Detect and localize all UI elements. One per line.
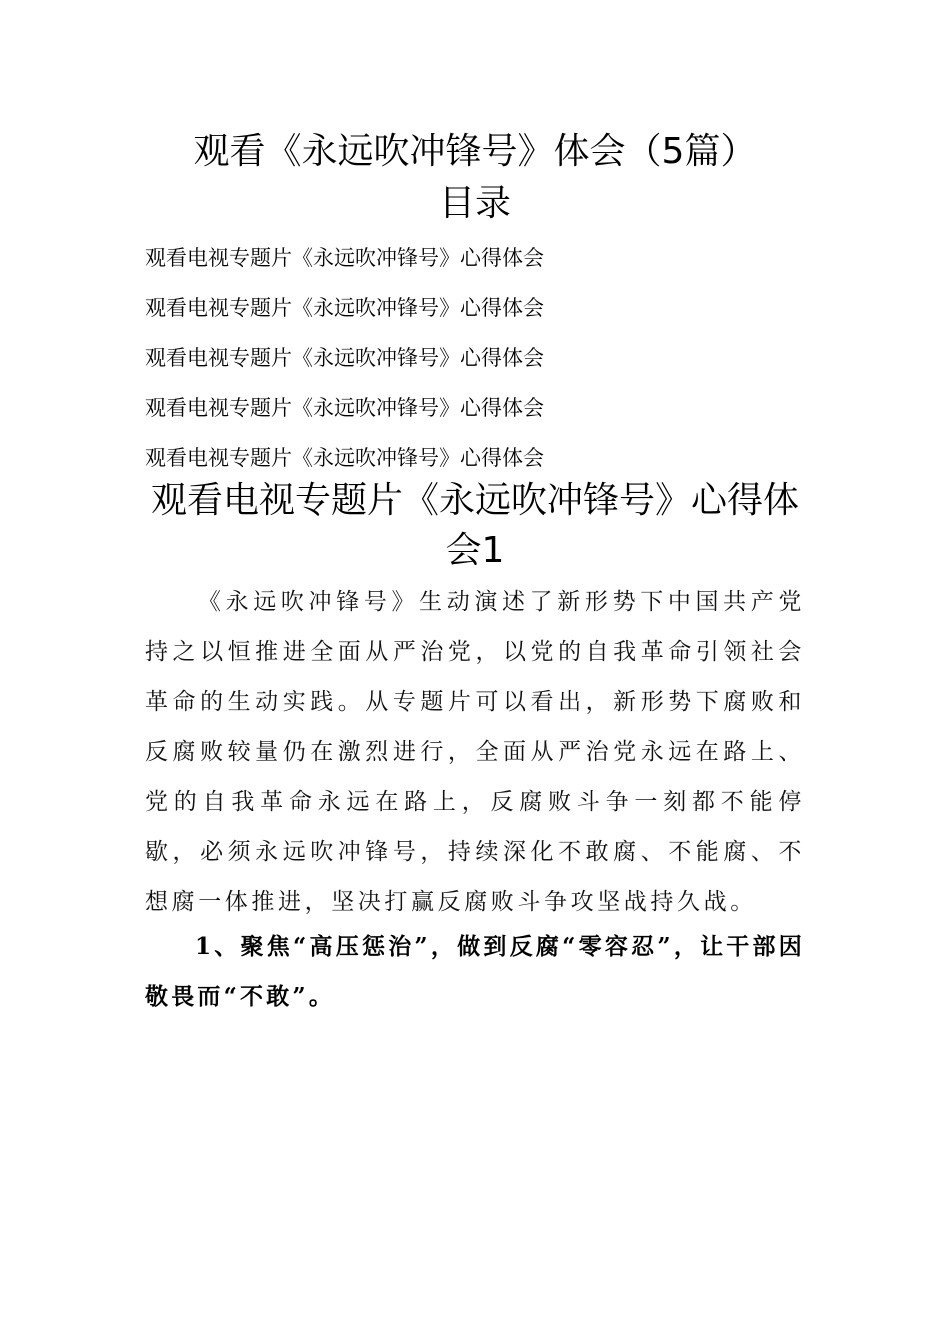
section-title: 观看电视专题片《永远吹冲锋号》心得体会1 — [150, 480, 799, 571]
body-paragraph: 《永远吹冲锋号》生动演述了新形势下中国共产党持之以恒推进全面从严治党，以党的自我革命引领社会革命的生动实践。从专题片可以看出，新形势下腐败和反腐败较量仍在激烈进行，全面从严治党永远在路上、党的自我革命永远在路上，反腐败斗争一刻都不能停歇，必须永远吹冲锋号，持续深化不敢腐、不能腐、不想腐一体推进，坚决打赢反腐败斗争攻坚战持久战。 — [145, 589, 805, 915]
toc-item[interactable]: 观看电视专题片《永远吹冲锋号》心得体会 — [145, 246, 544, 270]
toc-item[interactable]: 观看电视专题片《永远吹冲锋号》心得体会 — [145, 296, 544, 320]
table-of-contents — [145, 233, 544, 483]
toc-heading: 目录 — [438, 183, 511, 224]
toc-item[interactable]: 观看电视专题片《永远吹冲锋号》心得体会 — [145, 446, 544, 470]
section-subheading: 1、聚焦“高压惩治”，做到反腐“零容忍”，让干部因敬畏而“不敢”。 — [145, 933, 805, 1010]
toc-item[interactable]: 观看电视专题片《永远吹冲锋号》心得体会 — [145, 346, 544, 370]
document-title: 观看《永远吹冲锋号》体会（5篇） — [193, 131, 757, 172]
toc-item[interactable]: 观看电视专题片《永远吹冲锋号》心得体会 — [145, 396, 544, 420]
